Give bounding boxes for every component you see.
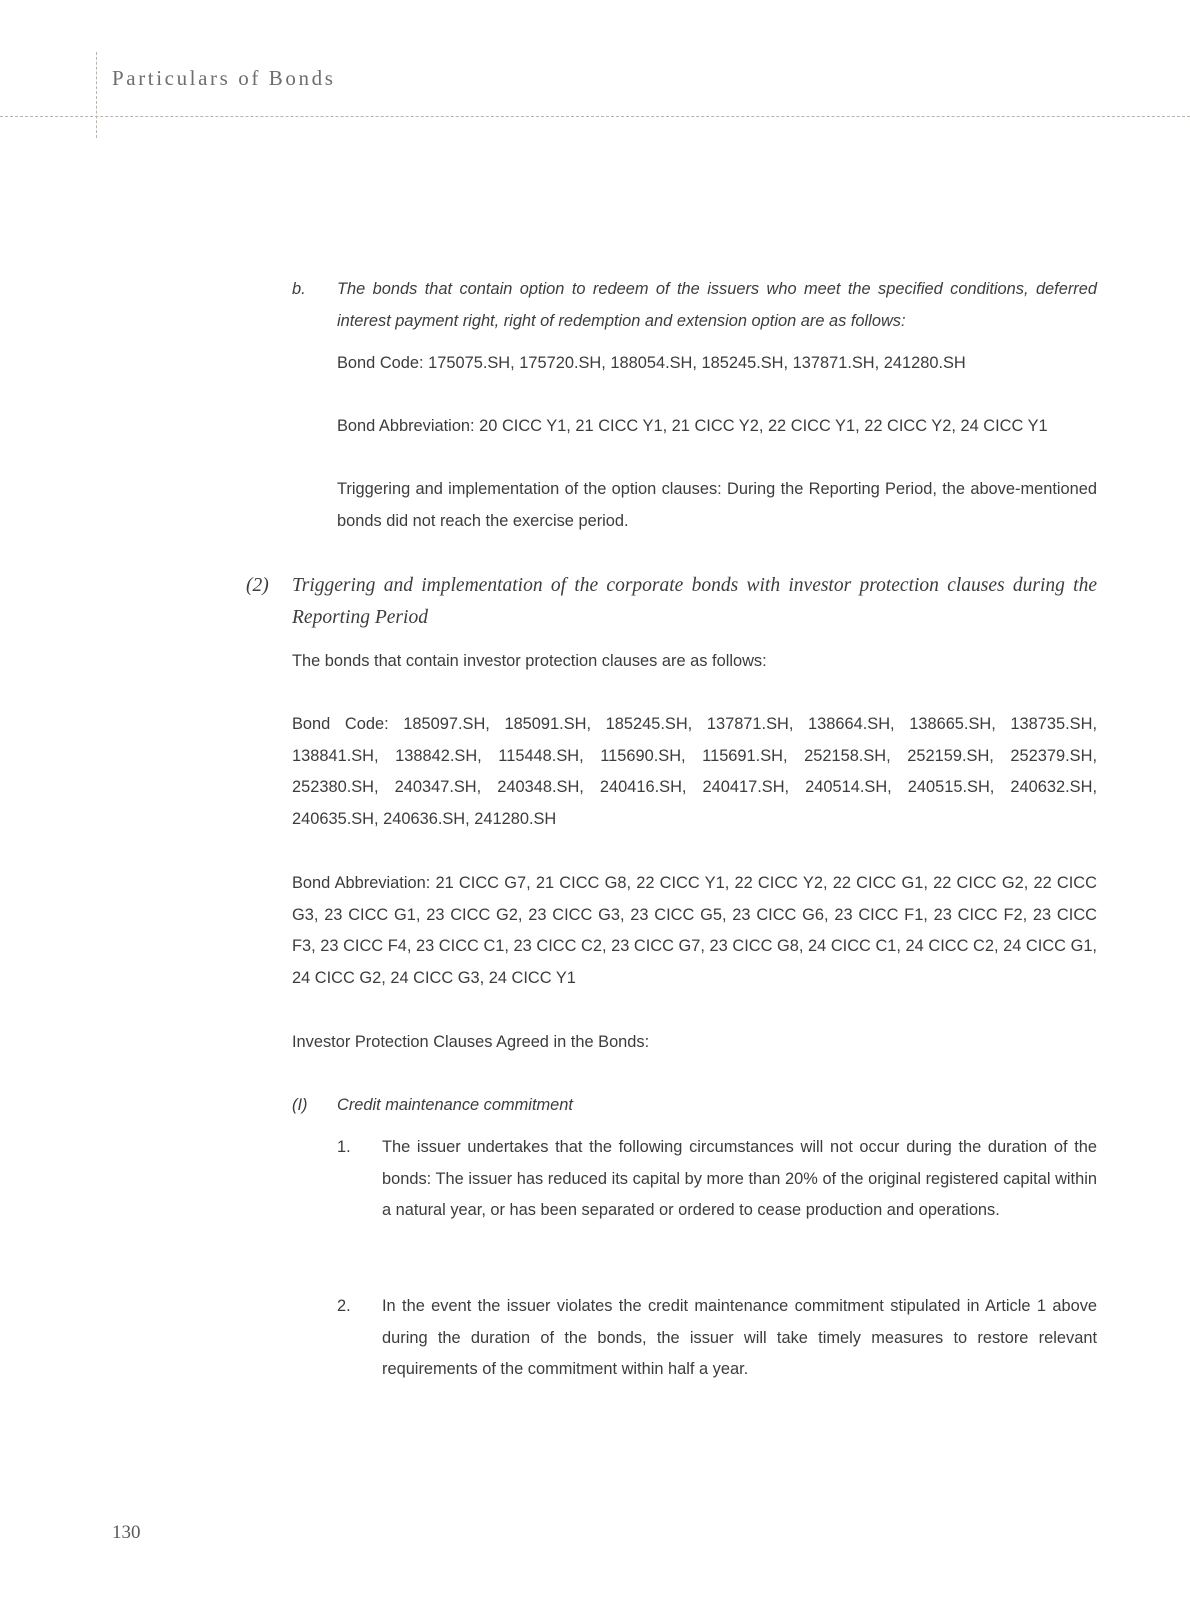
section-b-triggering: Triggering and implementation of the option clauses: During the Reporting Period, the above-mentioned bonds did not reach the exercise period.	[337, 480, 1097, 530]
section-b-intro: The bonds that contain option to redeem of the issuers who meet the specified conditions, deferred interest payment right, right of redemption and extension option are as follows:	[337, 280, 1097, 330]
section-2-marker: (2)	[246, 575, 269, 596]
section-b-marker: b.	[292, 280, 306, 298]
list-item-number: 2.	[337, 1297, 351, 1315]
section-2-heading: Triggering and implementation of the corporate bonds with investor protection clauses during the Reporting Period	[292, 575, 1097, 628]
section-2-clauses-label: Investor Protection Clauses Agreed in the Bonds:	[292, 1033, 650, 1051]
header-vertical-rule	[96, 52, 97, 138]
section-2-bond-code: Bond Code: 185097.SH, 185091.SH, 185245.SH, 137871.SH, 138664.SH, 138665.SH, 138735.SH, 138841.SH, 138842.SH, 115448.SH, 115690.SH, 115691.SH, 252158.SH, 252159.SH, 252379.SH, 252380.SH, 240347.SH, 240348.SH, 240416.SH, 240417.SH, 240514.SH, 240515.SH, 240632.SH, 240635.SH, 240636.SH, 241280.SH	[292, 715, 1097, 828]
section-b-bond-abbreviation: Bond Abbreviation: 20 CICC Y1, 21 CICC Y1, 21 CICC Y2, 22 CICC Y1, 22 CICC Y2, 24 CICC Y1	[337, 417, 1048, 435]
list-item-text: The issuer undertakes that the following circumstances will not occur during the duration of the bonds: The issuer has reduced its capital by more than 20% of the original registered capital within a natural year, or has been separated or ordered to cease production and operations.	[382, 1138, 1097, 1219]
list-item-number: 1.	[337, 1138, 351, 1156]
list-item-text: In the event the issuer violates the credit maintenance commitment stipulated in Article 1 above during the duration of the bonds, the issuer will take timely measures to restore relevant requirements of the commitment within half a year.	[382, 1297, 1097, 1378]
section-b-bond-code: Bond Code: 175075.SH, 175720.SH, 188054.SH, 185245.SH, 137871.SH, 241280.SH	[337, 354, 966, 372]
running-header-title: Particulars of Bonds	[112, 66, 336, 90]
subsection-title: Credit maintenance commitment	[337, 1096, 573, 1114]
section-2-intro: The bonds that contain investor protection clauses are as follows:	[292, 652, 767, 670]
section-2-bond-abbreviation: Bond Abbreviation: 21 CICC G7, 21 CICC G8, 22 CICC Y1, 22 CICC Y2, 22 CICC G1, 22 CICC G2, 22 CICC G3, 23 CICC G1, 23 CICC G2, 23 CICC G3, 23 CICC G5, 23 CICC G6, 23 CICC F1, 23 CICC F2, 23 CICC F3, 23 CICC F4, 23 CICC C1, 23 CICC C2, 23 CICC G7, 23 CICC G8, 24 CICC C1, 24 CICC C2, 24 CICC G1, 24 CICC G2, 24 CICC G3, 24 CICC Y1	[292, 874, 1097, 987]
subsection-marker: (I)	[292, 1096, 308, 1114]
page-number: 130	[112, 1522, 141, 1543]
header-horizontal-rule	[0, 116, 1190, 117]
